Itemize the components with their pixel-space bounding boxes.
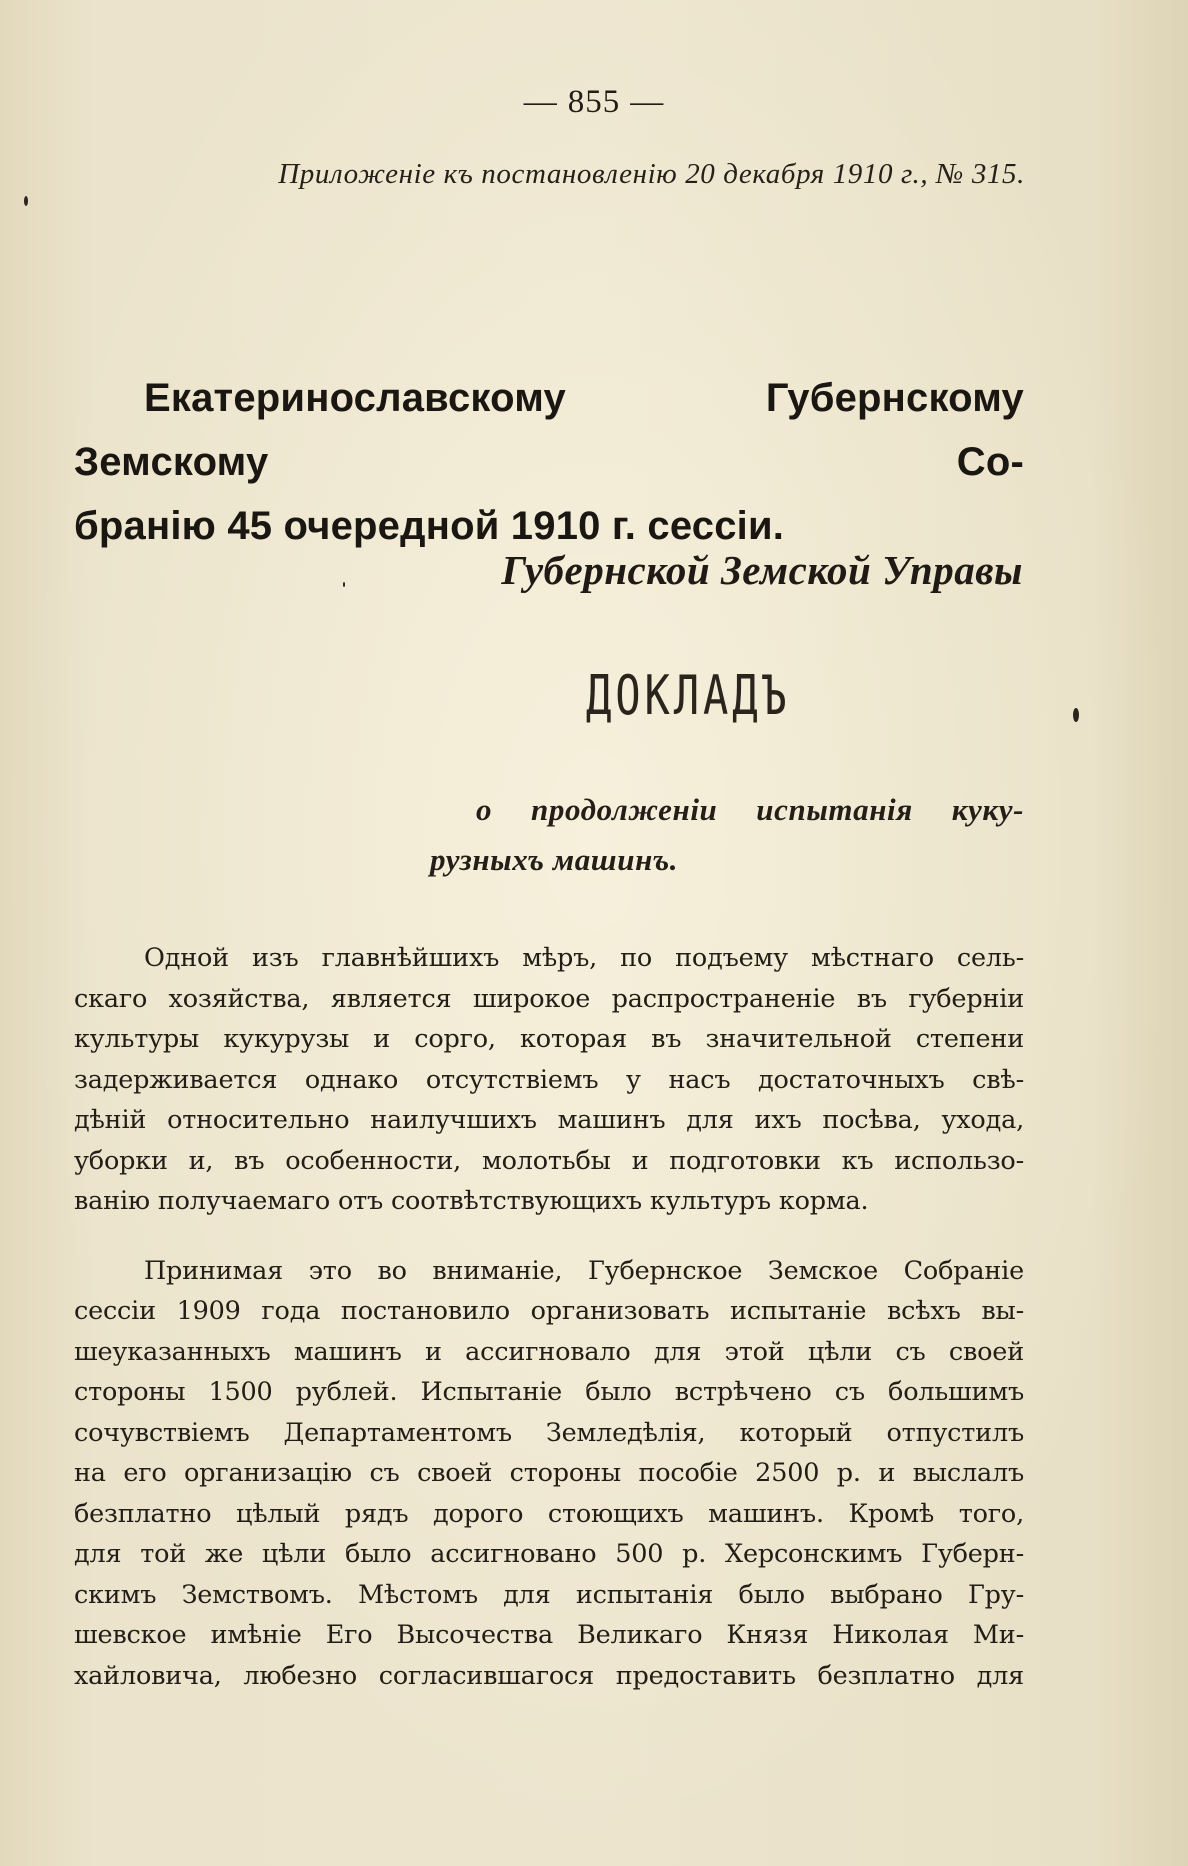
subject-heading [430,785,1024,885]
paragraph-line: задерживается однако отсутствiемъ у насъ достаточныхъ свѣ- [74,1064,1024,1095]
subject-line-1: о продолженiи испытанiя куку- [476,792,1024,827]
dash-left: — [523,84,558,120]
paragraph-line: шеуказанныхъ машинъ и ассигновало для этой цѣли съ своей [74,1336,1024,1367]
paragraph-line: скаго хозяйства, является широкое распространенiе въ губернiи [74,983,1024,1014]
body-text [74,938,1024,1725]
addressee-line-2: бранiю 45 очередной 1910 г. сессiи. [74,504,785,548]
subject-line-2: рузныхъ машинъ. [430,842,679,877]
addressee-line-1: Екатеринославскому Губернскому Земскому Со- [74,376,1024,484]
paragraph-line: дѣнiй относительно наилучшихъ машинъ для ихъ посѣва, ухода, [74,1105,1024,1135]
issuer-heading: Губернской Земской Управы [501,547,1023,593]
page-number [0,84,1188,121]
paragraph-line: для той же цѣли было ассигновано 500 р. Херсонскимъ Губерн- [74,1539,1024,1569]
paragraph-1 [74,938,1024,1222]
paragraph-line: культуры кукурузы и сорго, которая въ значительной степени [74,1024,1024,1054]
paragraph-2 [74,1251,1024,1697]
paragraph-line: сессiи 1909 года постановило организовать испытанiе всѣхъ вы- [74,1296,1024,1326]
paragraph-line: скимъ Земствомъ. Мѣстомъ для испытанiя было выбрано Гру- [74,1579,1024,1610]
page-number-value: 855 [567,84,621,120]
paragraph-line: сочувствiемъ Департаментомъ Земледѣлiя, который отпустилъ [74,1417,1024,1448]
paragraph-line: на его организацiю съ своей стороны пособiе 2500 р. и выслалъ [74,1458,1024,1488]
document-title: ДОКЛАДЪ [586,664,791,727]
paragraph-line: стороны 1500 рублей. Испытанiе было встрѣчено съ большимъ [74,1377,1024,1407]
ink-speck [24,196,28,206]
ink-speck [343,582,345,587]
dash-right: — [630,84,665,120]
paragraph-line: безплатно цѣлый рядъ дорого стоющихъ машинъ. Кромѣ того, [74,1498,1024,1529]
paragraph-line: Принимая это во вниманiе, Губернское Земское Собранiе [144,1255,1024,1286]
paragraph-line: шевское имѣнiе Его Высочества Великаго Князя Николая Ми- [74,1620,1024,1650]
ink-speck [1073,708,1079,722]
paragraph-line: ванiю получаемаго отъ соотвѣтствующихъ культуръ корма. [74,1186,869,1216]
paragraph-line: уборки и, въ особенности, молотьбы и подготовки къ использо- [74,1145,1024,1176]
addressee-heading [74,366,1024,558]
paragraph-line: хайловича, любезно согласившагося предоставить безплатно для [74,1660,1024,1691]
appendix-note: Приложенie къ постановленiю 20 декабря 1910 г., № 315. [278,158,1025,190]
paragraph-line: Одной изъ главнѣйшихъ мѣръ, по подъему мѣстнаго сель- [144,943,1024,973]
